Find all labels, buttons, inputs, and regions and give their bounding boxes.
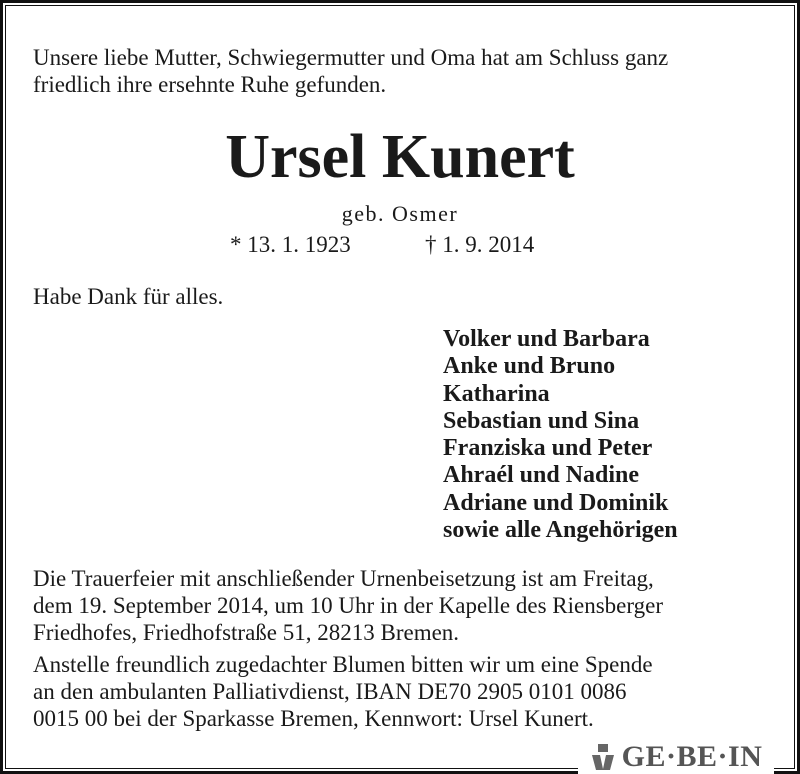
family-member: Ahraél und Nadine <box>443 462 640 489</box>
family-member: Adriane und Dominik <box>443 489 669 516</box>
family-member: Sebastian und Sina <box>443 407 640 434</box>
service-line: Friedhofes, Friedhofstraße 51, 28213 Bremen. <box>33 620 460 645</box>
person-logo-icon <box>590 743 616 771</box>
family-member: Volker und Barbara <box>443 326 650 352</box>
birth-name: geb. Osmer <box>341 201 459 226</box>
donation-line: Anstelle freundlich zugedachter Blumen bitten wir um eine Spende <box>33 652 653 677</box>
thanks-text: Habe Dank für alles. <box>33 284 224 309</box>
family-list <box>443 326 678 544</box>
intro-line: Unsere liebe Mutter, Schwiegermutter und Oma hat am Schluss ganz <box>33 45 669 70</box>
service-info <box>33 565 663 646</box>
donation-line: an den ambulanten Palliativdienst, IBAN DE70 2905 0101 0086 <box>33 679 627 704</box>
family-member: sowie alle Angehörigen <box>443 517 678 544</box>
gebein-logo <box>578 740 774 774</box>
birth-date: * 13. 1. 1923 <box>230 232 351 257</box>
family-member: Franziska und Peter <box>443 435 653 462</box>
intro-text <box>33 44 668 98</box>
deceased-name: Ursel Kunert <box>225 123 575 191</box>
donation-line: 0015 00 bei der Sparkasse Bremen, Kennwort: Ursel Kunert. <box>33 706 594 731</box>
intro-line: friedlich ihre ersehnte Ruhe gefunden. <box>33 72 387 97</box>
service-line: Die Trauerfeier mit anschließender Urnenbeisetzung ist am Freitag, <box>33 566 654 591</box>
logo-text: GE·BE·IN <box>621 740 763 773</box>
family-member: Anke und Bruno <box>443 353 616 380</box>
family-member: Katharina <box>443 380 550 407</box>
death-date: † 1. 9. 2014 <box>425 232 535 257</box>
service-line: dem 19. September 2014, um 10 Uhr in der Kapelle des Riensberger <box>33 593 664 618</box>
donation-info <box>33 651 653 732</box>
